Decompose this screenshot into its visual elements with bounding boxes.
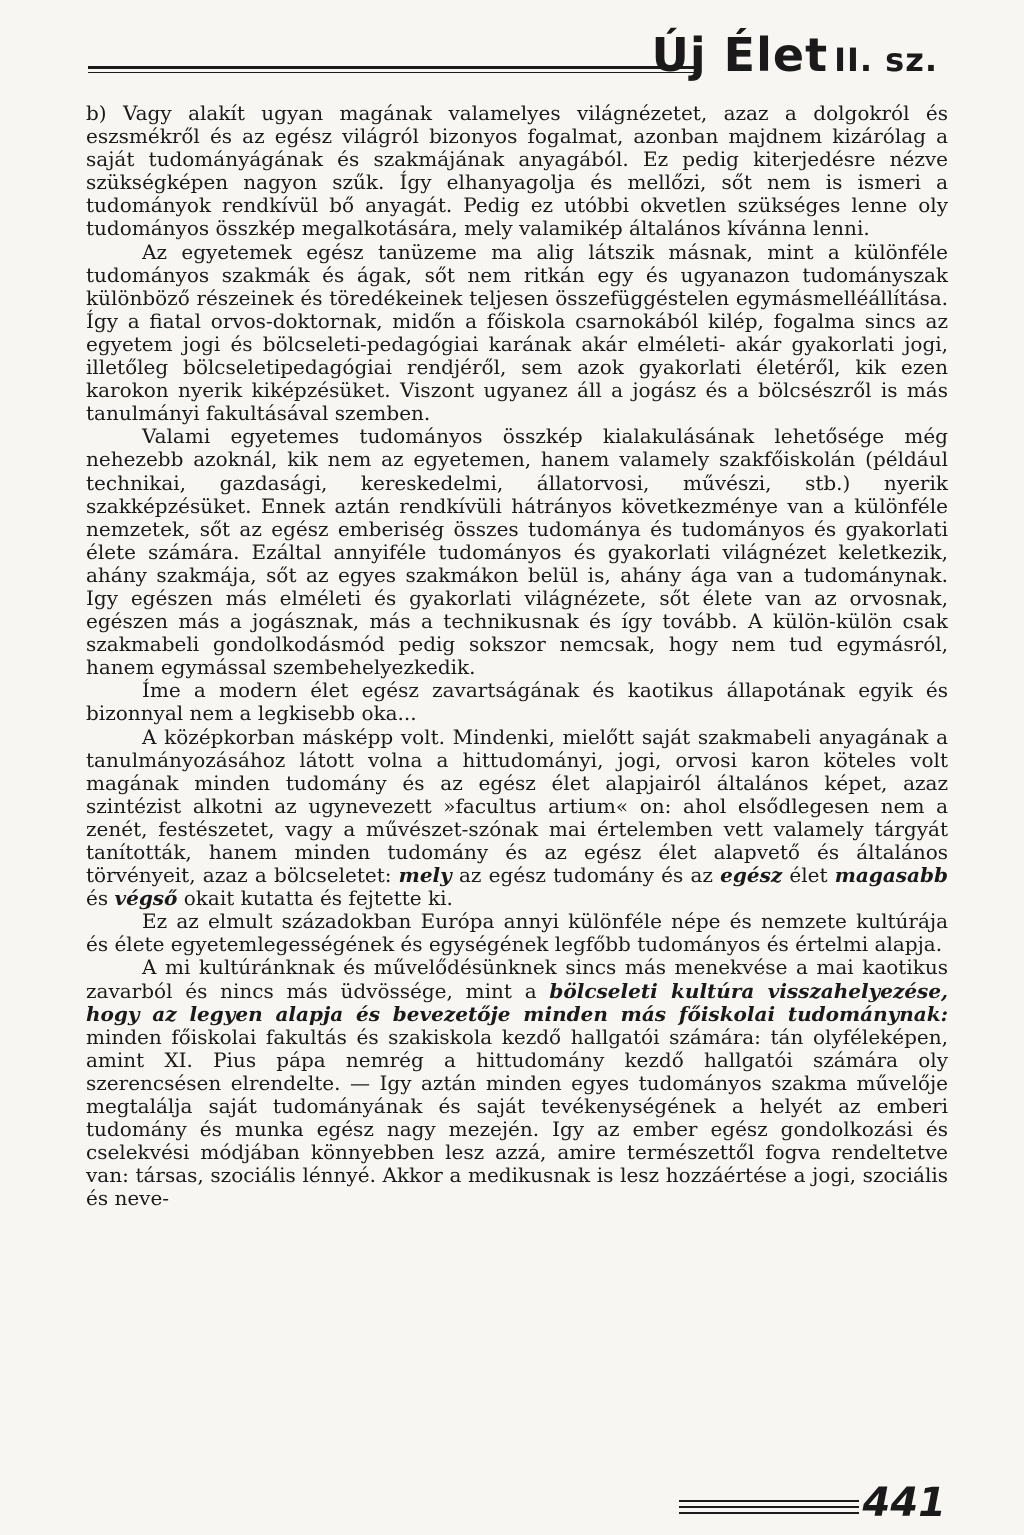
paragraph [86, 956, 948, 1210]
paragraph-text: Ez az elmult századokban Európa annyi különféle népe és nemzete kultúrája és élete egyetemlegességének és egységének legfőbb tudományos és értelmi alapja. [86, 909, 948, 957]
emphasis: végső [114, 886, 178, 911]
paragraph [86, 726, 948, 911]
paragraph-text: Az egyetemek egész tanüzeme ma alig látszik másnak, mint a különféle tudományos szakmák és ágak, sőt nem ritkán egy és ugyanazon tudományszak különböző részeinek és töredékeinek teljesen összefüggéstelen egymásmelléállítása. Így a fiatal orvos-doktornak, midőn a főiskola csarnokából kilép, fogalma sincs az egyetem jogi és bölcseleti-pedagógiai karának akár elméleti- akár gyakorlati jogi, illetőleg bölcseletipedagógiai rendjéről, sem azok gyakorlati életéről, kik ezen karokon nyerik kiképzésüket. Viszont ugyanez áll a jogász és a bölcsészről is más tanulmányi fakultásával szemben. [86, 239, 948, 426]
page-number: 441 [862, 1480, 946, 1526]
paragraph-text: és [86, 886, 115, 911]
paragraph-text: A mi kultúránknak és művelődésünknek sincs más menekvése a mai kaotikus zavarból és nincs más üdvössége, mint a [86, 955, 948, 1003]
emphasis: egész [720, 863, 783, 888]
running-header [652, 28, 938, 82]
emphasis: mely [398, 863, 452, 888]
article-body [86, 102, 948, 1211]
paragraph-text: élet [782, 863, 835, 888]
paragraph [86, 241, 948, 426]
paragraph [86, 910, 948, 956]
footer-rules [679, 1496, 859, 1514]
paragraph [86, 425, 948, 679]
header-rule-thin [88, 72, 698, 73]
paragraph-text: Valami egyetemes tudományos összkép kialakulásának lehetősége még nehezebb azoknál, kik nem az egyetemen, hanem valamely szakfőiskolán (például technikai, gazdasági, kereskedelmi, állatorvosi, művészi, stb.) nyerik szakképzésüket. Ennek aztán rendkívüli hátrányos következménye van a különféle nemzetek, sőt az egész emberiség összes tudománya és tudományos és gyakorlati élete számára. Ezáltal annyiféle tudományos és gyakorlati világnézet keletkezik, ahány szakmája, sőt az egyes szakmákon belül is, ahány ága van a tudománynak. Igy egészen más elméleti és gyakorlati világnézete, sőt élete van az orvosnak, egészen más a jogásznak, más a technikusnak és így tovább. A külön-külön csak szakmabeli gondolkodásmód pedig sokszor nemcsak, hogy nem tud egymásról, hanem egymással szembehelyezkedik. [86, 424, 948, 680]
issue-number: II. sz. [834, 41, 938, 79]
journal-title: Új Élet [651, 28, 829, 82]
page-footer [679, 1480, 947, 1526]
paragraph-text: az egész tudomány és az [451, 863, 721, 888]
header-rule [88, 66, 698, 69]
paragraph [86, 679, 948, 725]
emphasis: bölcseleti kultúra visszahelyezése, hogy az legyen alapja és bevezetője minden más főiskolai tudománynak: [86, 978, 949, 1026]
paragraph-text: b) Vagy alakít ugyan magának valamelyes világnézetet, azaz a dolgokról és eszsmékről és az egész világról bizonyos fogalmat, azonban majdnem kizárólag a saját tudományágának és szakmájának anyagából. Ez pedig kiterjedésre nézve szükségképen nagyon szűk. Így elhanyagolja és mellőzi, sőt nem is ismeri a tudományok rendkívül bő anyagát. Pedig ez utóbbi okvetlen szükséges lenne oly tudományos összkép megalkotására, mely valamikép általános kívánna lenni. [86, 101, 948, 241]
paragraph-text: A középkorban másképp volt. Mindenki, mielőtt saját szakmabeli anyagának a tanulmányozásához látott volna a hittudományi, jogi, orvosi karon köteles volt magának minden tudomány és az egész élet alapjairól általános képet, azaz szintézist alkotni az ugynevezett »facultus artium« on: ahol elsődlegesen nem a zenét, festészetet, vagy a művészet-szónak mai értelemben vett valamely tárgyát tanították, hanem minden tudomány és az egész élet alapvető és általános törvényeit, azaz a bölcseletet: [86, 724, 948, 888]
emphasis: magasabb [834, 863, 948, 888]
paragraph-text: minden főiskolai fakultás és szakiskola kezdő hallgatói számára: tán olyféleképen, amint XI. Pius pápa nemrég a hittudomány kezdő hallgatói számára oly szerencsésen elrendelte. — Igy aztán minden egyes tudományos szakma művelője megtalálja saját tudományának és saját tevékenységének a helyét az emberi tudomány és munka egész nagy mezején. Igy az ember egész gondolkozási és cselekvési módjában könnyebben lesz azzá, amire természettől fogva rendeltetve van: társas, szociális lénnyé. Akkor a medikusnak is lesz hozzáértése a jogi, szociális és neve- [86, 1024, 948, 1211]
paragraph-text: okait kutatta és fejtette ki. [177, 886, 453, 911]
paragraph [86, 102, 948, 241]
paragraph-text: Íme a modern élet egész zavartságának és kaotikus állapotának egyik és bizonnyal nem a legkisebb oka... [86, 678, 948, 726]
